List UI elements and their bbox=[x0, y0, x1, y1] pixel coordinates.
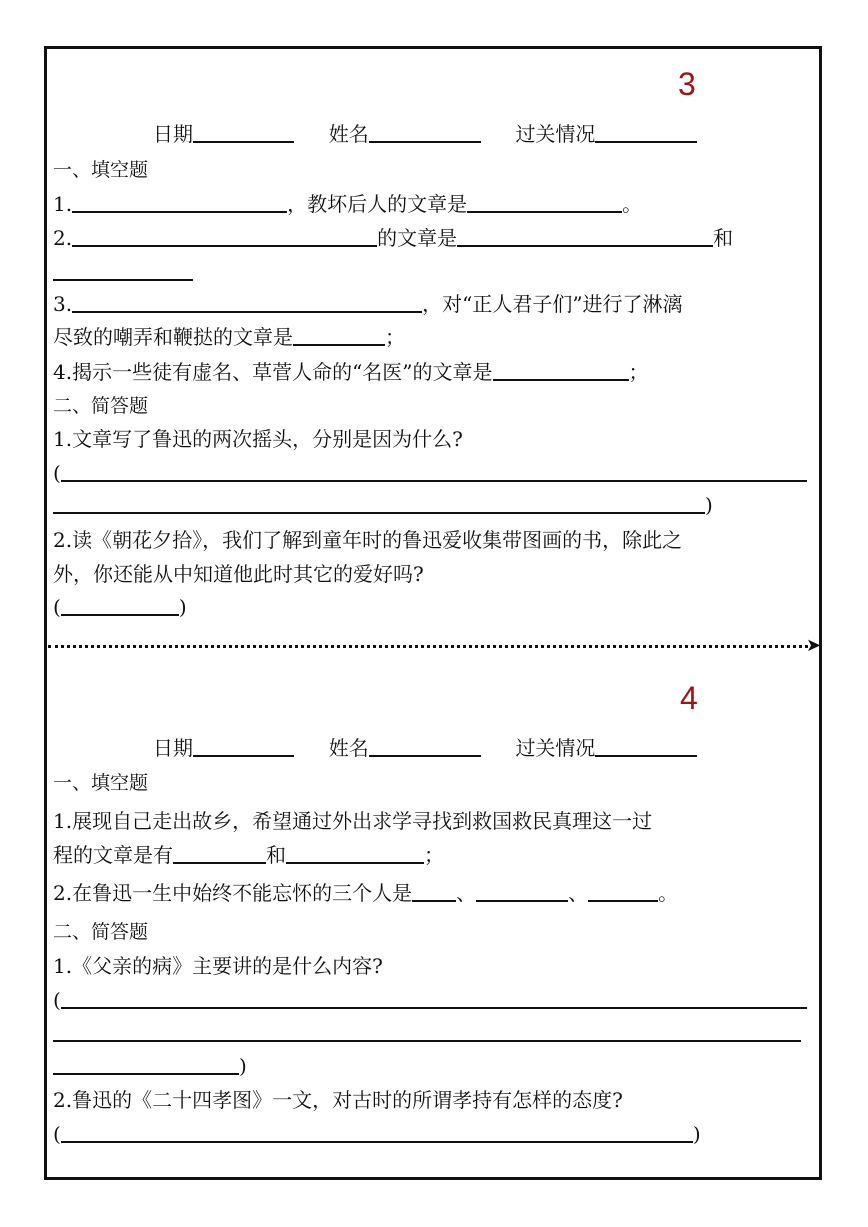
punctuation: 、 bbox=[568, 881, 589, 905]
answer-blank[interactable] bbox=[457, 225, 713, 247]
question-3 bbox=[53, 291, 683, 317]
answer-blank[interactable] bbox=[61, 1121, 693, 1143]
answer-line bbox=[53, 460, 807, 486]
answer-blank[interactable] bbox=[476, 880, 568, 902]
question-1 bbox=[53, 191, 642, 217]
short-answer-2: 2.鲁迅的《二十四孝图》一文，对古时的所谓孝持有怎样的态度? bbox=[53, 1088, 623, 1112]
paren: ( bbox=[53, 461, 61, 485]
status-label: 过关情况 bbox=[515, 736, 596, 760]
question-text: 2.在鲁迅一生中始终不能忘怀的三个人是 bbox=[53, 881, 413, 905]
answer-blank[interactable] bbox=[53, 259, 193, 281]
answer-blank[interactable] bbox=[293, 324, 385, 346]
question-1-cont bbox=[53, 842, 444, 868]
short-answer-2: 2.读《朝花夕拾》，我们了解到童年时的鲁迅爱收集带图画的书，除此之 bbox=[53, 528, 683, 552]
paren: ) bbox=[692, 1122, 701, 1146]
section-fill-blank: 一、填空题 bbox=[53, 772, 149, 794]
answer-blank[interactable] bbox=[61, 987, 807, 1009]
punctuation: 。 bbox=[658, 881, 679, 905]
answer-blank[interactable] bbox=[72, 191, 287, 213]
card-header bbox=[153, 121, 697, 147]
short-answer-2-cont: 外，你还能从中知道他此时其它的爱好吗? bbox=[53, 562, 424, 586]
paren: ) bbox=[178, 595, 187, 619]
answer-line bbox=[53, 1053, 247, 1079]
question-2-cont bbox=[53, 259, 193, 285]
short-answer-1: 1.文章写了鲁迅的两次摇头，分别是因为什么? bbox=[53, 427, 463, 451]
question-text: 和 bbox=[266, 843, 286, 867]
question-number: 3. bbox=[53, 292, 73, 316]
answer-blank[interactable] bbox=[493, 359, 629, 381]
answer-blank[interactable] bbox=[467, 191, 622, 213]
date-blank[interactable] bbox=[193, 735, 294, 757]
punctuation: ； bbox=[424, 843, 444, 867]
question-3-cont bbox=[53, 324, 405, 350]
paren: ) bbox=[239, 1054, 247, 1078]
question-text: 尽致的嘲弄和鞭挞的文章是 bbox=[53, 325, 293, 349]
answer-blank[interactable] bbox=[286, 842, 424, 864]
answer-line bbox=[53, 594, 187, 620]
answer-blank[interactable] bbox=[588, 880, 658, 902]
punctuation: 。 bbox=[622, 192, 643, 216]
section-short-answer: 二、简答题 bbox=[53, 395, 149, 417]
section-short-answer: 二、简答题 bbox=[53, 921, 149, 943]
question-2 bbox=[53, 880, 678, 906]
short-answer-1: 1.《父亲的病》主要讲的是什么内容? bbox=[53, 954, 383, 978]
paren: ( bbox=[53, 1122, 61, 1146]
answer-blank[interactable] bbox=[173, 842, 266, 864]
cut-line bbox=[48, 645, 808, 648]
name-label: 姓名 bbox=[328, 122, 369, 146]
question-number: 1. bbox=[53, 192, 73, 216]
date-label: 日期 bbox=[153, 736, 193, 760]
card-number: 3 bbox=[678, 66, 696, 102]
question-number: 2. bbox=[53, 226, 73, 250]
question-text: ，教坏后人的文章是 bbox=[287, 192, 468, 216]
question-text: 的文章是 bbox=[377, 226, 458, 250]
question-2 bbox=[53, 225, 733, 251]
name-blank[interactable] bbox=[369, 121, 481, 143]
answer-line bbox=[53, 492, 713, 518]
answer-blank[interactable] bbox=[72, 225, 377, 247]
date-label: 日期 bbox=[153, 122, 193, 146]
question-text: 4.揭示一些徒有虚名、草菅人命的“名医”的文章是 bbox=[53, 360, 493, 384]
punctuation: 、 bbox=[456, 881, 477, 905]
paren: ) bbox=[705, 493, 713, 517]
punctuation: ； bbox=[385, 325, 405, 349]
question-text: 和 bbox=[713, 226, 734, 250]
name-blank[interactable] bbox=[369, 735, 481, 757]
question-4 bbox=[53, 359, 649, 385]
status-blank[interactable] bbox=[595, 121, 697, 143]
answer-line bbox=[53, 1121, 701, 1147]
name-label: 姓名 bbox=[328, 736, 369, 760]
question-text: 程的文章是有 bbox=[53, 843, 173, 867]
card-header bbox=[153, 735, 697, 761]
paren: ( bbox=[53, 595, 61, 619]
card-number: 4 bbox=[680, 680, 698, 716]
answer-blank[interactable] bbox=[53, 1020, 801, 1042]
punctuation: ； bbox=[628, 360, 649, 384]
question-text: ，对“正人君子们”进行了淋漓 bbox=[422, 292, 683, 316]
question-1: 1.展现自己走出故乡，希望通过外出求学寻找到救国救民真理这一过 bbox=[53, 809, 653, 833]
paren: ( bbox=[53, 988, 61, 1012]
answer-blank[interactable] bbox=[53, 492, 705, 514]
status-blank[interactable] bbox=[595, 735, 697, 757]
arrow-right-icon: ➤ bbox=[806, 635, 822, 656]
status-label: 过关情况 bbox=[515, 122, 596, 146]
answer-blank[interactable] bbox=[61, 594, 179, 616]
section-fill-blank: 一、填空题 bbox=[53, 159, 149, 181]
answer-blank[interactable] bbox=[72, 291, 422, 313]
date-blank[interactable] bbox=[193, 121, 294, 143]
answer-blank[interactable] bbox=[61, 460, 807, 482]
answer-blank[interactable] bbox=[53, 1053, 239, 1075]
answer-line bbox=[53, 987, 807, 1013]
answer-line bbox=[53, 1020, 801, 1046]
answer-blank[interactable] bbox=[412, 880, 456, 902]
